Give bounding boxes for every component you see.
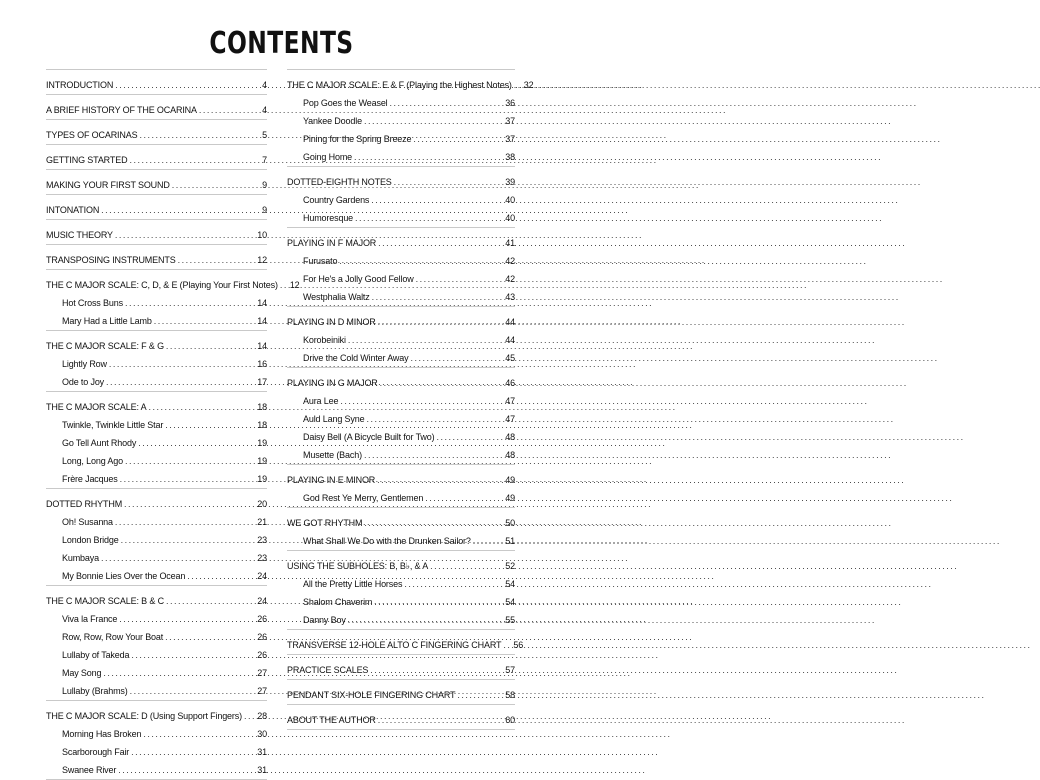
entry-title: Row, Row, Row Your Boat [62,632,164,642]
toc-left-column [46,70,300,780]
toc-subentry[interactable] [287,529,515,547]
dot-leader [120,474,256,485]
entry-page-number: 38 [505,152,515,162]
entry-title: PLAYING IN G MAJOR [287,378,378,388]
dot-leader [166,341,255,352]
toc-entry[interactable] [46,123,267,141]
toc-subentry[interactable] [46,431,267,449]
toc-subentry[interactable] [287,608,515,626]
toc-entry[interactable] [46,148,267,166]
entry-title: PLAYING IN E MINOR [287,475,376,485]
entry-title: DOTTED-EIGHTH NOTES [287,177,392,187]
entry-page-number: 32 [523,80,534,90]
toc-entry[interactable] [287,310,515,328]
toc-section [46,488,267,586]
entry-title: Danny Boy [303,615,346,625]
entry-page-number: 21 [257,517,267,527]
entry-page-number: 19 [257,474,267,484]
entry-page-number: 12 [289,280,300,290]
toc-subentry[interactable] [46,643,267,661]
entry-title: Pining for the Spring Breeze [303,134,412,144]
toc-subentry[interactable] [46,679,267,697]
dot-leader [244,711,255,722]
toc-entry[interactable] [46,73,267,91]
entry-title: PRACTICE SCALES [287,665,369,675]
entry-title: What Shall We Do with the Drunken Sailor? [303,536,471,546]
dot-leader [378,238,503,249]
entry-title: PLAYING IN F MAJOR [287,238,377,248]
toc-subentry[interactable] [46,758,267,776]
toc-subentry[interactable] [287,425,515,443]
dot-leader [106,377,255,388]
dot-leader [348,615,504,626]
toc-section [46,700,267,780]
toc-subentry[interactable] [46,449,267,467]
dot-leader [404,579,503,590]
entry-title: PLAYING IN D MINOR [287,317,376,327]
entry-page-number: 9 [262,180,267,190]
toc-entry[interactable] [46,248,267,266]
dot-leader [457,690,503,701]
dot-leader [125,456,255,467]
entry-page-number: 60 [505,715,515,725]
toc-subentry[interactable] [46,413,267,431]
entry-page-number: 7 [262,155,267,165]
dot-leader [178,255,256,266]
entry-page-number: 31 [257,765,267,775]
entry-title: INTONATION [46,205,100,215]
entry-title: London Bridge [62,535,119,545]
toc-section [287,654,515,680]
toc-subentry[interactable] [287,145,515,163]
dot-leader [348,335,503,346]
entry-title: THE C MAJOR SCALE: E & F (Playing the Highest Notes) [287,80,512,90]
toc-entry[interactable] [46,704,267,722]
entry-title: TRANSPOSING INSTRUMENTS [46,255,176,265]
entry-title: Mary Had a Little Lamb [62,316,152,326]
entry-title: All the Pretty Little Horses [303,579,403,589]
entry-title: Westphalia Waltz [303,292,370,302]
toc-entry[interactable] [287,633,524,651]
entry-page-number: 10 [257,230,267,240]
entry-title: Humoresque [303,213,354,223]
dot-leader [103,668,255,679]
dot-leader [118,765,255,776]
entry-title: Daisy Bell (A Bicycle Built for Two) [303,432,435,442]
toc-subentry[interactable] [46,607,267,625]
entry-title: Kumbaya [62,553,99,563]
entry-title: Frère Jacques [62,474,118,484]
dot-leader [125,298,255,309]
dot-leader [130,686,256,697]
dot-leader [138,438,255,449]
dot-leader [380,378,504,389]
dot-leader [390,98,504,109]
entry-title: Go Tell Aunt Rhody [62,438,137,448]
entry-page-number: 48 [505,450,515,460]
entry-title: INTRODUCTION [46,80,114,90]
entry-title: Oh! Susanna [62,517,113,527]
toc-entry[interactable] [287,371,515,389]
toc-entry[interactable] [287,170,515,188]
toc-section [287,166,515,228]
dot-leader [119,614,255,625]
dot-leader [340,396,503,407]
entry-page-number: 26 [257,632,267,642]
toc-subentry[interactable] [46,564,267,582]
toc-subentry[interactable] [46,625,267,643]
entry-page-number: 19 [257,456,267,466]
entry-page-number: 37 [505,134,515,144]
entry-title: THE C MAJOR SCALE: C, D, & E (Playing Your First Notes) [46,280,278,290]
toc-right-column [287,70,534,730]
toc-section [287,227,515,307]
dot-leader [364,116,503,127]
toc-entry[interactable] [46,223,267,241]
entry-title: Lullaby (Brahms) [62,686,128,696]
entry-page-number: 48 [505,432,515,442]
entry-page-number: 18 [257,420,267,430]
dot-leader [378,317,504,328]
dot-leader [425,493,503,504]
toc-subentry[interactable] [287,127,515,145]
entry-title: THE C MAJOR SCALE: A [46,402,147,412]
entry-page-number: 40 [505,213,515,223]
entry-page-number: 47 [505,414,515,424]
entry-title: Pop Goes the Weasel [303,98,388,108]
entry-page-number: 50 [505,518,515,528]
toc-subentry[interactable] [287,590,515,608]
entry-title: Aura Lee [303,396,339,406]
toc-subentry[interactable] [287,572,515,590]
dot-leader [166,596,255,607]
entry-page-number: 14 [257,316,267,326]
dot-leader [436,432,503,443]
dot-leader [430,561,503,572]
entry-title: Country Gardens [303,195,370,205]
dot-leader [364,518,503,529]
entry-page-number: 39 [505,177,515,187]
entry-title: My Bonnie Lies Over the Ocean [62,571,186,581]
toc-subentry[interactable] [46,722,267,740]
entry-page-number: 54 [505,579,515,589]
entry-title: THE C MAJOR SCALE: D (Using Support Fingers) [46,711,242,721]
toc-subentry[interactable] [46,510,267,528]
toc-subentry[interactable] [287,285,515,303]
entry-page-number: 43 [505,292,515,302]
toc-section [287,69,534,167]
entry-title: MAKING YOUR FIRST SOUND [46,180,170,190]
toc-subentry[interactable] [46,661,267,679]
entry-title: Scarborough Fair [62,747,130,757]
toc-entry[interactable] [287,708,515,726]
toc-subentry[interactable] [46,467,267,485]
toc-section [287,679,515,705]
entry-title: Long, Long Ago [62,456,123,466]
toc-subentry[interactable] [46,291,267,309]
dot-leader [374,597,503,608]
entry-title: THE C MAJOR SCALE: B & C [46,596,164,606]
entry-page-number: 18 [257,402,267,412]
dot-leader [154,316,256,327]
entry-page-number: 5 [262,130,267,140]
toc-entry[interactable] [287,468,515,486]
toc-entry[interactable] [46,492,267,510]
entry-page-number: 16 [257,359,267,369]
entry-page-number: 14 [257,298,267,308]
dot-leader [131,747,255,758]
toc-subentry[interactable] [46,528,267,546]
dot-leader [370,665,503,676]
dot-leader [172,180,256,191]
entry-title: Swanee River [62,765,117,775]
entry-page-number: 41 [505,238,515,248]
entry-title: THE C MAJOR SCALE: F & G [46,341,164,351]
entry-page-number: 40 [505,195,515,205]
entry-page-number: 46 [505,378,515,388]
toc-subentry[interactable] [287,407,515,425]
entry-page-number: 4 [262,80,267,90]
dot-leader [394,177,504,188]
entry-title: GETTING STARTED [46,155,128,165]
toc-section [46,69,267,95]
toc-entry[interactable] [46,98,267,116]
entry-title: Shalom Chaverim [303,597,373,607]
toc-subentry[interactable] [46,546,267,564]
toc-entry[interactable] [287,73,534,91]
dot-leader [115,80,256,91]
entry-title: Hot Cross Buns [62,298,123,308]
toc-section [287,704,515,730]
toc-section [46,144,267,170]
toc-entry[interactable] [46,198,267,216]
toc-section [46,194,267,220]
entry-page-number: 12 [257,255,267,265]
entry-title: Lightly Row [62,359,107,369]
entry-title: TRANSVERSE 12-HOLE ALTO C FINGERING CHART [287,640,502,650]
entry-title: USING THE SUBHOLES: B, B♭, & A [287,561,429,571]
dot-leader [115,230,255,241]
entry-page-number: 26 [257,650,267,660]
entry-title: Ode to Joy [62,377,105,387]
entry-page-number: 42 [505,274,515,284]
dot-leader [354,152,503,163]
dot-leader [149,402,256,413]
entry-page-number: 23 [257,553,267,563]
toc-subentry[interactable] [287,109,515,127]
entry-title: Morning Has Broken [62,729,142,739]
dot-leader [187,571,255,582]
dot-leader [503,640,511,651]
entry-title: For He's a Jolly Good Fellow [303,274,414,284]
dot-leader [410,353,503,364]
dot-leader [355,213,503,224]
dot-leader [139,130,256,141]
toc-subentry[interactable] [46,370,267,388]
toc-section [287,550,515,630]
entry-page-number: 56 [513,640,524,650]
entry-title: Musette (Bach) [303,450,362,460]
dot-leader [416,274,504,285]
entry-title: TYPES OF OCARINAS [46,130,138,140]
toc-subentry[interactable] [46,352,267,370]
toc-entry[interactable] [287,554,515,572]
toc-subentry[interactable] [287,206,515,224]
toc-section [46,119,267,145]
toc-section [46,94,267,120]
toc-subentry[interactable] [287,188,515,206]
entry-page-number: 24 [257,571,267,581]
entry-page-number: 44 [505,317,515,327]
toc-section [287,507,515,551]
entry-page-number: 52 [505,561,515,571]
entry-title: May Song [62,668,102,678]
entry-page-number: 4 [262,105,267,115]
entry-title: DOTTED RHYTHM [46,499,123,509]
entry-page-number: 14 [257,341,267,351]
entry-page-number: 24 [257,596,267,606]
dot-leader [165,632,255,643]
entry-page-number: 49 [505,493,515,503]
page-title: CONTENTS [209,26,354,61]
dot-leader [124,499,255,510]
toc-entry[interactable] [46,395,267,413]
dot-leader [413,134,503,145]
entry-title: Drive the Cold Winter Away [303,353,409,363]
toc-subentry[interactable] [46,740,267,758]
dot-leader [364,450,503,461]
entry-page-number: 17 [257,377,267,387]
entry-page-number: 20 [257,499,267,509]
toc-subentry[interactable] [287,486,515,504]
dot-leader [339,256,503,267]
entry-title: Yankee Doodle [303,116,362,126]
toc-section [287,629,524,655]
toc-section [46,585,267,701]
entry-title: Going Home [303,152,353,162]
toc-entry[interactable] [287,231,515,249]
toc-subentry[interactable] [287,91,515,109]
dot-leader [378,715,503,726]
entry-page-number: 23 [257,535,267,545]
entry-page-number: 58 [505,690,515,700]
entry-page-number: 57 [505,665,515,675]
entry-title: Twinkle, Twinkle Little Star [62,420,164,430]
dot-leader [101,553,255,564]
toc-subentry[interactable] [287,267,515,285]
entry-title: Korobeiniki [303,335,346,345]
dot-leader [129,155,256,166]
toc-section [46,219,267,245]
entry-page-number: 44 [505,335,515,345]
dot-leader [366,414,503,425]
entry-page-number: 37 [505,116,515,126]
entry-page-number: 31 [257,747,267,757]
dot-leader [377,475,503,486]
toc-entry[interactable] [287,511,515,529]
toc-subentry[interactable] [287,389,515,407]
entry-page-number: 30 [257,729,267,739]
toc-section [46,330,267,392]
entry-page-number: 42 [505,256,515,266]
dot-leader [121,535,256,546]
entry-title: God Rest Ye Merry, Gentlemen [303,493,424,503]
toc-subentry[interactable] [287,249,515,267]
toc-section [287,367,515,465]
toc-section [287,306,515,368]
entry-page-number: 49 [505,475,515,485]
toc-section [46,269,300,331]
toc-section [46,244,267,270]
entry-page-number: 45 [505,353,515,363]
dot-leader [143,729,255,740]
entry-page-number: 27 [257,686,267,696]
dot-leader [115,517,255,528]
dot-leader [131,650,255,661]
toc-section [46,391,267,489]
dot-leader [199,105,256,116]
toc-subentry[interactable] [46,309,267,327]
dot-leader [473,536,504,547]
entry-page-number: 55 [505,615,515,625]
entry-page-number: 26 [257,614,267,624]
entry-title: Furusato [303,256,338,266]
toc-subentry[interactable] [287,443,515,461]
dot-leader [101,205,256,216]
entry-title: ABOUT THE AUTHOR [287,715,376,725]
entry-page-number: 51 [505,536,515,546]
entry-page-number: 47 [505,396,515,406]
entry-title: PENDANT SIX-HOLE FINGERING CHART [287,690,456,700]
dot-leader [371,195,503,206]
entry-page-number: 28 [257,711,267,721]
toc-section [46,169,267,195]
dot-leader [514,80,522,91]
dot-leader [165,420,255,431]
toc-subentry[interactable] [287,346,515,364]
toc-entry[interactable] [46,334,267,352]
entry-page-number: 54 [505,597,515,607]
dot-leader [372,292,504,303]
toc-entry[interactable] [287,683,515,701]
toc-entry[interactable] [287,658,515,676]
entry-page-number: 19 [257,438,267,448]
entry-title: Lullaby of Takeda [62,650,130,660]
toc-section [287,464,515,508]
entry-title: Viva la France [62,614,118,624]
toc-subentry[interactable] [287,328,515,346]
entry-page-number: 36 [505,98,515,108]
entry-title: WE GOT RHYTHM [287,518,363,528]
toc-entry[interactable] [46,173,267,191]
entry-title: A BRIEF HISTORY OF THE OCARINA [46,105,197,115]
toc-entry[interactable] [46,273,300,291]
entry-title: MUSIC THEORY [46,230,113,240]
entry-title: Auld Lang Syne [303,414,365,424]
dot-leader [109,359,255,370]
entry-page-number: 27 [257,668,267,678]
entry-page-number: 9 [262,205,267,215]
toc-entry[interactable] [46,589,267,607]
